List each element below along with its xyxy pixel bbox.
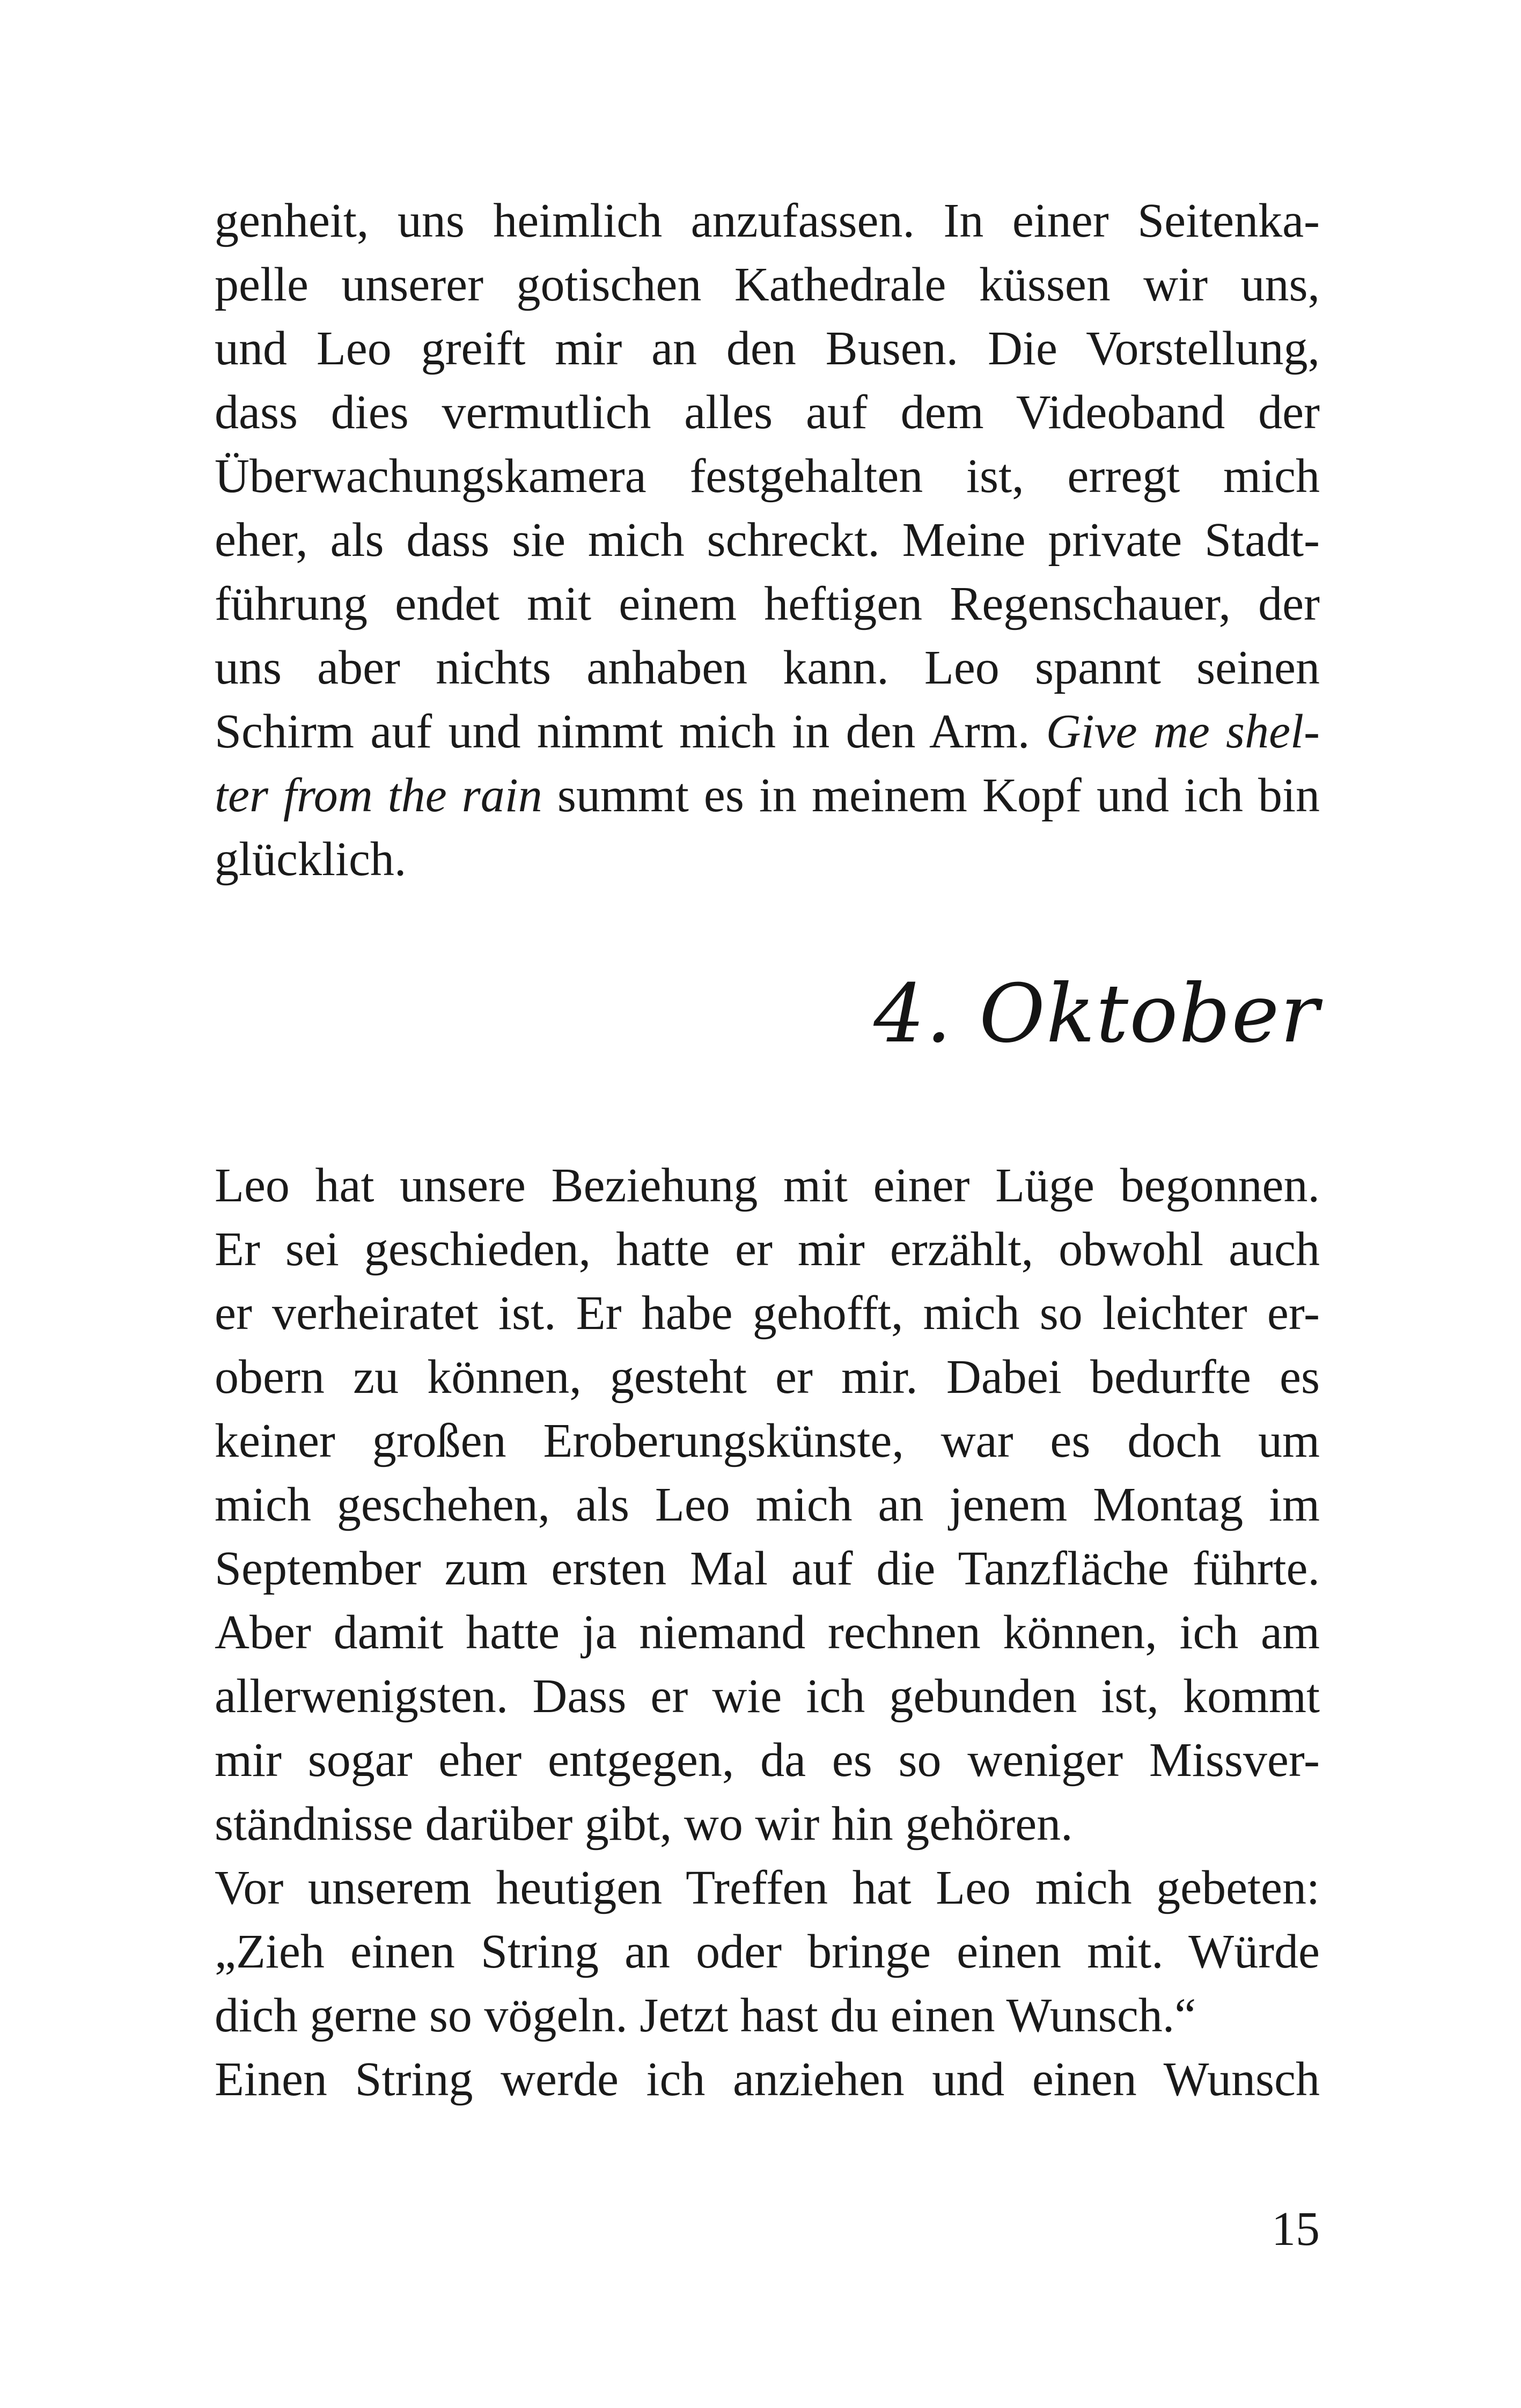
text-line: er verheiratet ist. Er habe gehofft, mich so leichter er- (215, 1287, 1320, 1340)
text-line: pelle unserer gotischen Kathedrale küssen wir uns, (215, 258, 1320, 311)
text-line: führung endet mit einem heftigen Regenschauer, der (215, 577, 1320, 630)
text-line: glücklich. (215, 833, 407, 886)
song-lyric-italic: Give me shel- (1046, 705, 1320, 758)
text-segment: summt es in meinem Kopf und ich bin (542, 769, 1320, 822)
text-line: allerwenigsten. Dass er wie ich gebunden ist, kommt (215, 1670, 1320, 1723)
paragraph-top (215, 189, 1320, 891)
text-line: und Leo greift mir an den Busen. Die Vorstellung, (215, 322, 1320, 375)
text-line: Er sei geschieden, hatte er mir erzählt, obwohl auch (215, 1223, 1320, 1276)
text-line (215, 763, 1320, 827)
page-number: 15 (1272, 2203, 1320, 2256)
text-line: uns aber nichts anhaben kann. Leo spannt seinen (215, 641, 1320, 694)
text-line: Leo hat unsere Beziehung mit einer Lüge begonnen. (215, 1159, 1320, 1212)
text-segment: Schirm auf und nimmt mich in den Arm. (215, 705, 1046, 758)
text-line: ständnisse darüber gibt, wo wir hin gehören. (215, 1797, 1073, 1851)
text-line: dass dies vermutlich alles auf dem Videoband der (215, 386, 1320, 439)
text-line: mir sogar eher entgegen, da es so weniger Missver- (215, 1734, 1320, 1787)
text-line (215, 700, 1320, 763)
text-line: mich geschehen, als Leo mich an jenem Montag im (215, 1478, 1320, 1531)
text-line: September zum ersten Mal auf die Tanzfläche führte. (215, 1542, 1320, 1595)
text-line: „Zieh einen String an oder bringe einen mit. Würde (215, 1925, 1320, 1978)
text-line: Überwachungskamera festgehalten ist, erregt mich (215, 450, 1320, 503)
text-line: Vor unserem heutigen Treffen hat Leo mich gebeten: (215, 1861, 1320, 1914)
text-line: obern zu können, gesteht er mir. Dabei bedurfte es (215, 1350, 1320, 1404)
text-line: Einen String werde ich anziehen und einen Wunsch (215, 2053, 1320, 2106)
text-line: genheit, uns heimlich anzufassen. In einer Seitenka- (215, 194, 1320, 247)
text-line: keiner großen Eroberungskünste, war es doch um (215, 1414, 1320, 1467)
song-lyric-italic: ter from the rain (215, 769, 542, 822)
paragraph-bottom (215, 1154, 1320, 2111)
text-line: eher, als dass sie mich schreckt. Meine private Stadt- (215, 513, 1320, 567)
text-line: Aber damit hatte ja niemand rechnen können, ich am (215, 1606, 1320, 1659)
chapter-heading: 4. Oktober (873, 967, 1320, 1061)
text-line: dich gerne so vögeln. Jetzt hast du einen Wunsch.“ (215, 1989, 1196, 2042)
